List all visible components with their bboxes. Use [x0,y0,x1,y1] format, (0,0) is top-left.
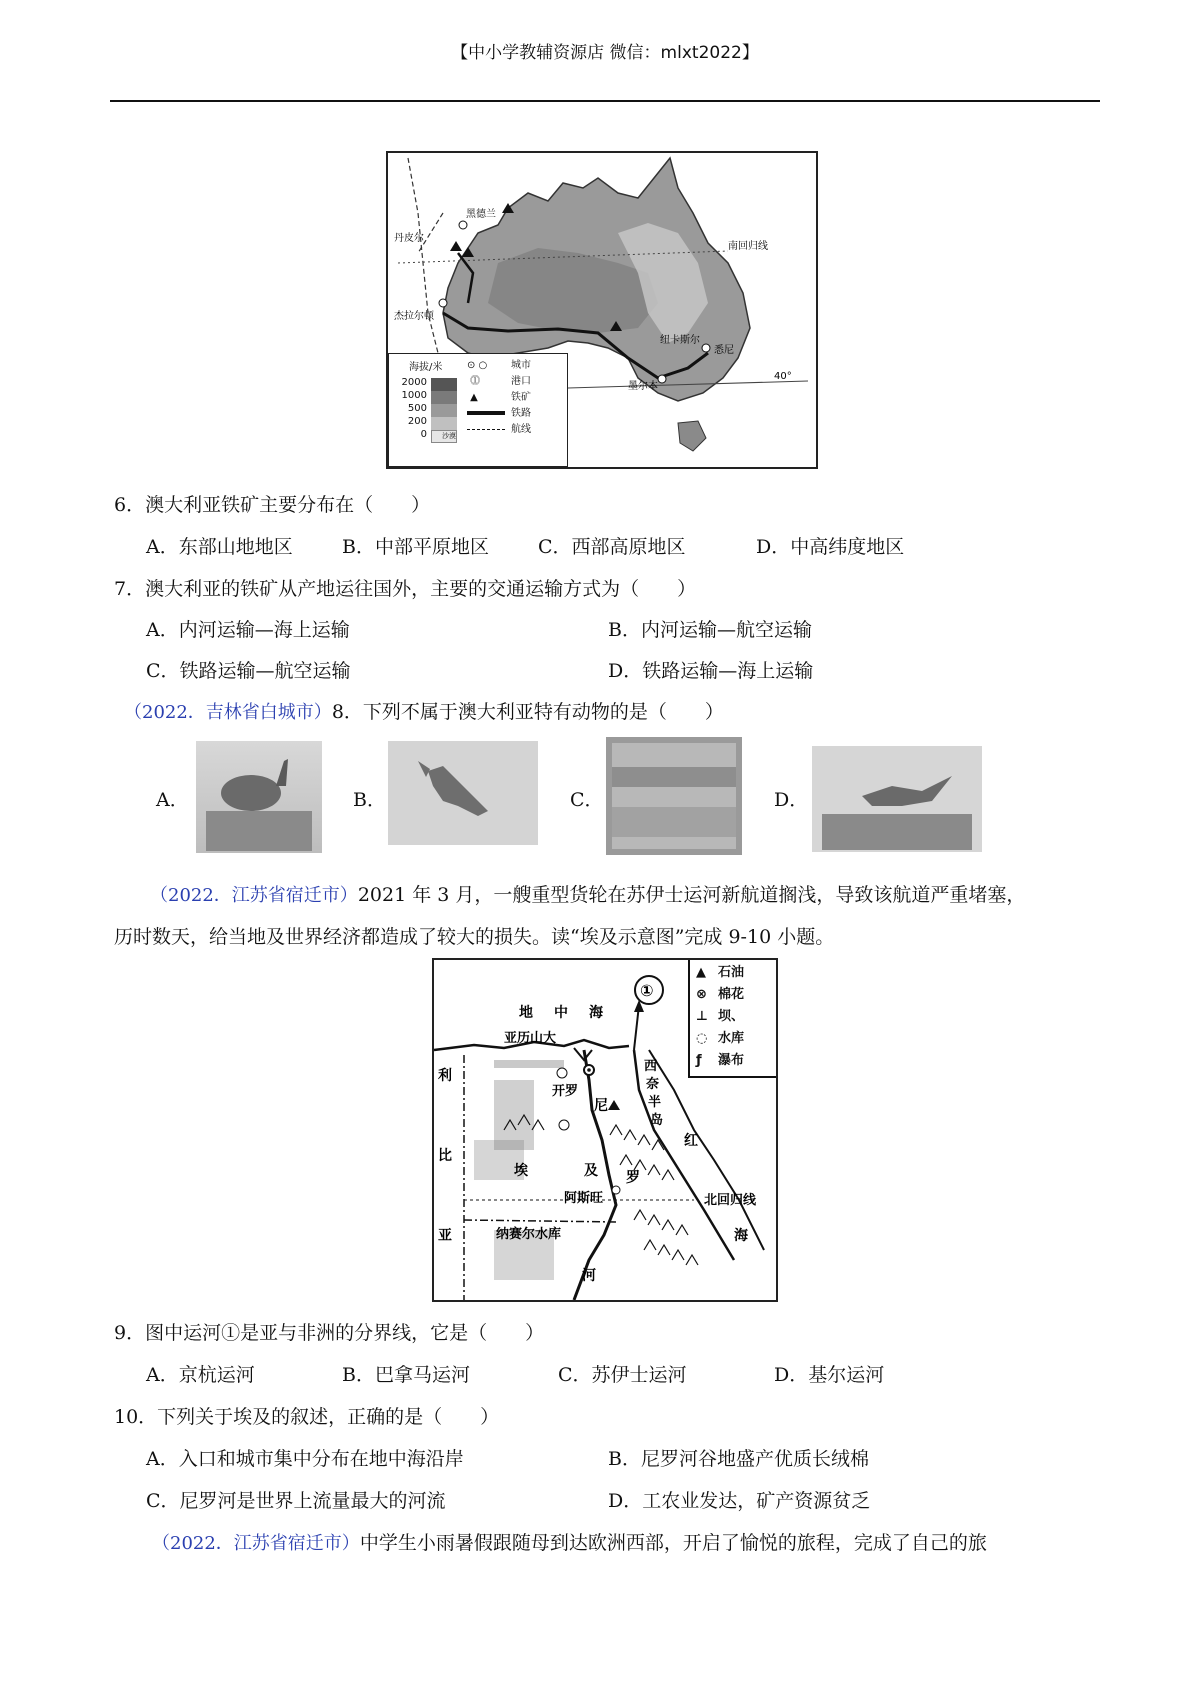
q8-option-a: A． [156,789,189,811]
port-marker [459,221,467,229]
legend-elev-2000: 2000 [401,377,427,388]
legend-elev-200: 200 [407,416,427,427]
label-lat40: 40° [774,371,792,382]
pheasant-photo [812,746,982,852]
label-geraldton: 杰拉尔顿 [394,311,434,322]
passage-source: （2022．江苏省宿迁市） [150,885,358,906]
label-ya: 亚 [438,1228,452,1244]
legend-elevation-title: 海拔/米 [409,362,443,373]
legend-elev-1000: 1000 [401,390,427,401]
label-bi: 比 [438,1148,452,1164]
legend-desert-label: 沙漠 [442,432,456,440]
label-ni: 尼 [594,1098,608,1114]
kangaroo-photo [388,741,538,845]
q8-option-d: D． [774,789,809,811]
label-nasser: 纳赛尔水库 [496,1227,562,1242]
label-sinai-4: 岛 [650,1113,664,1128]
q9-option-b: B．巴拿马运河 [342,1364,470,1386]
label-alexandria: 亚历山大 [504,1031,557,1046]
q7-option-d: D．铁路运输—海上运输 [608,660,814,682]
page-header: 【中小学教辅资源店 微信：mlxt2022】 [451,43,759,63]
legend-elev-500: 500 [407,403,427,414]
australia-map [386,151,818,469]
label-hong: 红 [684,1133,698,1149]
cotton-marker [557,1068,567,1078]
label-sinai-2: 奈 [646,1077,660,1092]
q6-option-a: A．东部山地地区 [146,536,293,558]
q7-option-b: B．内河运输—航空运输 [608,619,812,641]
label-cairo: 开罗 [552,1084,579,1099]
iron-ore-marker [450,241,462,251]
label-tropic: 南回归线 [728,241,768,252]
port-marker [439,299,447,307]
q7-stem: 7．澳大利亚的铁矿从产地运往国外，主要的交通运输方式为（ ） [114,578,697,600]
last-source: （2022．江苏省宿迁市） [152,1533,360,1554]
q8-option-c: C． [570,789,604,811]
legend-dam: 坝、 [718,1009,745,1024]
egypt-map-legend: ▲ 石油 ⊗ 棉花 ⊥ 坝、 ◌ 水库 ƒ 瀑布 [688,960,776,1078]
q6-stem: 6．澳大利亚铁矿主要分布在（ ） [114,494,431,516]
q10-option-c: C．尼罗河是世界上流量最大的河流 [146,1490,446,1512]
passage-line-2: 历时数天，给当地及世界经济都造成了较大的损失。读“埃及示意图”完成 9-10 小题。 [114,926,835,948]
q10-option-a: A．入口和城市集中分布在地中海沿岸 [146,1448,464,1470]
label-canal: ① [640,981,654,1000]
q6-option-c: C．西部高原地区 [538,536,686,558]
egypt-map [432,958,778,1302]
label-sinai-3: 半 [648,1095,662,1110]
legend-oil: 石油 [718,965,745,980]
q9-stem: 9．图中运河①是亚与非洲的分界线，它是（ ） [114,1322,545,1344]
label-heide: 黑德兰 [466,209,496,220]
label-hai: 海 [734,1228,748,1244]
label-li: 利 [438,1068,452,1084]
q6-option-b: B．中部平原地区 [342,536,489,558]
legend-rail: 铁路 [511,408,531,419]
label-med-1: 地 [519,1005,533,1021]
legend-route: 航线 [511,424,531,435]
q7-option-c: C．铁路运输—航空运输 [146,660,351,682]
emu-photo [196,741,322,853]
port-marker [658,375,666,383]
legend-reservoir: 水库 [718,1031,745,1046]
label-sydney: 悉尼 [714,345,734,356]
port-marker [702,344,710,352]
label-danpier: 丹皮尔 [394,233,424,244]
passage-line-1: （2022．江苏省宿迁市）2021 年 3 月，一艘重型货轮在苏伊士运河新航道搁浅，导致该航道严重堵塞， [150,884,1026,906]
q10-option-d: D．工农业发达，矿产资源贫乏 [608,1490,871,1512]
q10-stem: 10．下列关于埃及的叙述，正确的是（ ） [114,1406,500,1428]
label-he: 河 [582,1268,596,1284]
q9-option-c: C．苏伊士运河 [558,1364,687,1386]
legend-city: 城市 [511,360,531,371]
label-ji: 及 [584,1163,598,1179]
label-med-3: 海 [589,1005,603,1021]
label-med-2: 中 [554,1005,568,1021]
oil-marker [608,1100,620,1110]
legend-port: 港口 [511,376,531,387]
q6-option-d: D．中高纬度地区 [756,536,905,558]
q8-option-b: B． [353,789,386,811]
label-aswan: 阿斯旺 [564,1191,604,1206]
label-melbourne: 墨尔本 [628,381,658,392]
label-newcastle: 纽卡斯尔 [660,335,700,346]
label-ai: 埃 [514,1163,528,1179]
q9-option-d: D．基尔运河 [774,1364,885,1386]
cotton-marker [559,1120,569,1130]
header-divider [110,100,1100,102]
q8-stem: 8．下列不属于澳大利亚特有动物的是（ ） [331,701,724,723]
label-luo: 罗 [626,1170,640,1186]
label-tropic: 北回归线 [704,1193,757,1208]
q8-source: （2022．吉林省白城市） [124,702,332,723]
q7-option-a: A．内河运输—海上运输 [146,619,350,641]
legend-cotton: 棉花 [718,987,745,1002]
label-sinai-1: 西 [644,1059,658,1074]
tasmania [678,421,706,451]
q8-line [124,697,724,724]
australia-map-legend: 海拔/米 2000 1000 500 200 0 沙漠 ⊙ ○ 城市 ⓵ 港口 ▲ 铁矿 铁路 航线 [388,353,568,467]
legend-elev-0: 0 [420,429,427,440]
last-passage-line: （2022．江苏省宿迁市）中学生小雨暑假跟随母到达欧洲西部，开启了愉悦的旅程，完成了自己的旅 [152,1532,987,1554]
q10-option-b: B．尼罗河谷地盛产优质长绒棉 [608,1448,869,1470]
legend-iron: 铁矿 [511,392,531,403]
c-animal-photo [606,737,742,855]
legend-waterfall: 瀑布 [718,1053,745,1068]
q9-option-a: A．京杭运河 [146,1364,255,1386]
